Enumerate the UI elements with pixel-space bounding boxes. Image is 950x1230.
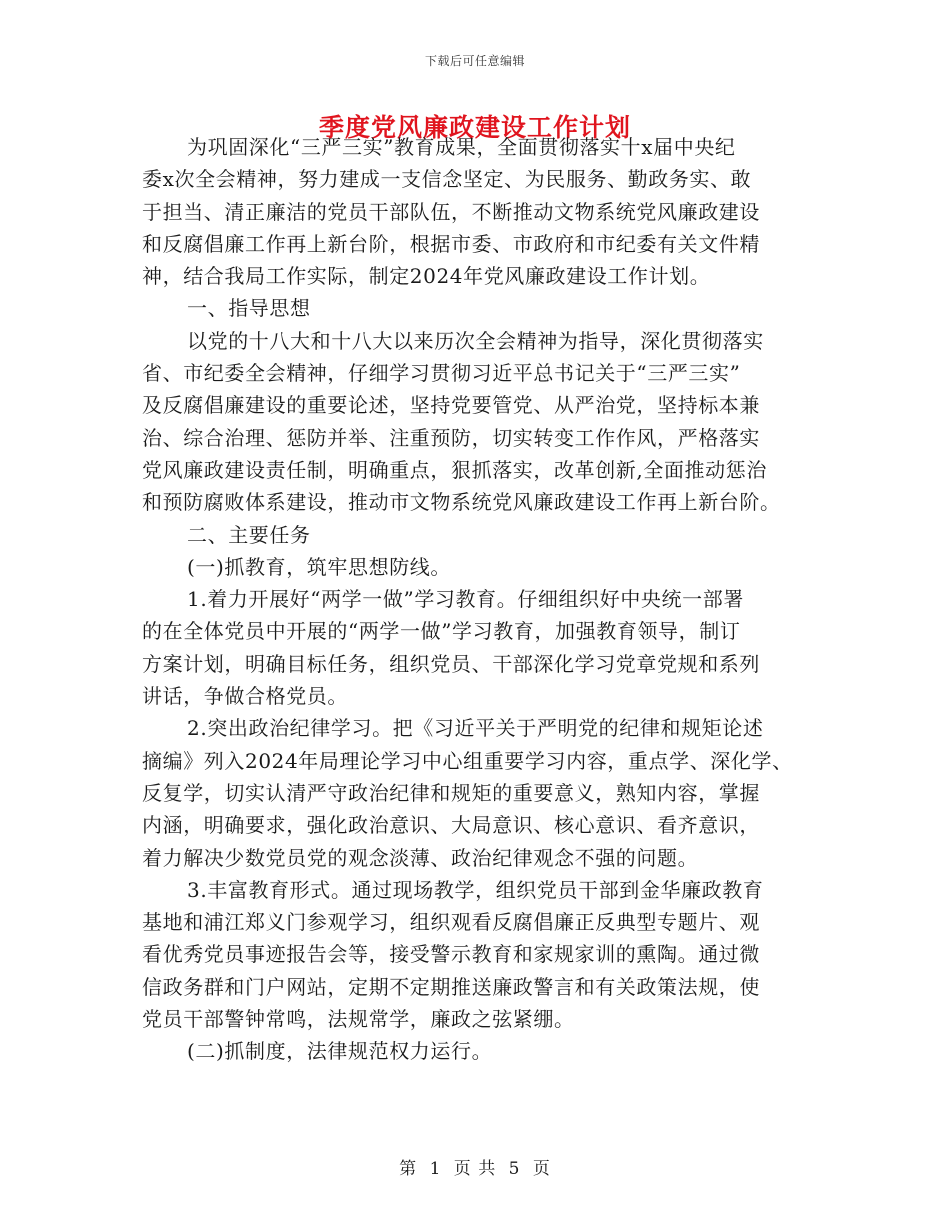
- footer-middle: 页 共: [453, 1159, 497, 1179]
- paragraph-line: 方案计划，明确目标任务，组织党员、干部深化学习党章党规和系列: [142, 651, 760, 676]
- paragraph-line: 信政务群和门户网站，定期不定期推送廉政警言和有关政策法规，使: [142, 974, 760, 999]
- paragraph-line: 2.突出政治纪律学习。把《习近平关于严明党的纪律和规矩论述: [187, 716, 764, 741]
- paragraph-line: 治、综合治理、惩防并举、注重预防，切实转变工作作风，严格落实: [142, 425, 760, 450]
- footer-prefix: 第: [399, 1159, 418, 1179]
- paragraph-line: 党员干部警钟常鸣，法规常学，廉政之弦紧绷。: [142, 1007, 575, 1032]
- paragraph-line: 讲话，争做合格党员。: [142, 684, 348, 709]
- paragraph-line: 反复学，切实认清严守政治纪律和规矩的重要意义，熟知内容，掌握: [142, 780, 760, 805]
- paragraph-line: 内涵，明确要求，强化政治意识、大局意识、核心意识、看齐意识，: [142, 813, 760, 838]
- paragraph-line: 及反腐倡廉建设的重要论述，坚持党要管党、从严治党，坚持标本兼: [142, 393, 760, 418]
- section-heading: 二、主要任务: [187, 522, 311, 547]
- header-note: 下载后可任意编辑: [424, 54, 525, 68]
- paragraph-line: 看优秀党员事迹报告会等，接受警示教育和家规家训的熏陶。通过微: [142, 942, 760, 967]
- footer-total-pages: 5: [508, 1159, 521, 1179]
- paragraph-line: 3.丰富教育形式。通过现场教学，组织党员干部到金华廉政教育: [187, 877, 764, 902]
- paragraph-line: 为巩固深化“三严三实”教育成果，全面贯彻落实十x届中央纪: [187, 135, 736, 159]
- subsection-heading: (一)抓教育，筑牢思想防线。: [187, 554, 452, 579]
- footer-page-number: 1: [429, 1159, 442, 1179]
- paragraph-line: 于担当、清正廉洁的党员干部队伍，不断推动文物系统党风廉政建设: [142, 199, 760, 224]
- document-title: 季度党风廉政建设工作计划: [318, 113, 631, 142]
- paragraph-line: 基地和浦江郑义门参观学习，组织观看反腐倡廉正反典型专题片、观: [142, 910, 760, 935]
- paragraph-line: 以党的十八大和十八大以来历次全会精神为指导，深化贯彻落实: [187, 328, 764, 353]
- footer-suffix: 页: [532, 1159, 551, 1179]
- paragraph-line: 摘编》列入2024年局理论学习中心组重要学习内容，重点学、深化学、: [142, 748, 793, 773]
- paragraph-line: 省、市纪委全会精神，仔细学习贯彻习近平总书记关于“三严三实”: [142, 361, 741, 386]
- page-footer: [0, 1154, 950, 1179]
- paragraph-line: 和预防腐败体系建设，推动市文物系统党风廉政建设工作再上新台阶。: [142, 490, 781, 515]
- paragraph-line: 委x次全会精神，努力建成一支信念坚定、为民服务、勤政务实、敢: [142, 167, 752, 192]
- paragraph-line: 和反腐倡廉工作再上新台阶，根据市委、市政府和市纪委有关文件精: [142, 231, 760, 256]
- document-body: [142, 131, 812, 1068]
- section-heading: 一、指导思想: [187, 296, 311, 321]
- subsection-heading: (二)抓制度，法律规范权力运行。: [187, 1039, 493, 1064]
- paragraph-line: 1.着力开展好“两学一做”学习教育。仔细组织好中央统一部署: [187, 587, 744, 612]
- paragraph-line: 着力解决少数党员党的观念淡薄、政治纪律观念不强的问题。: [142, 845, 699, 870]
- paragraph-line: 的在全体党员中开展的“两学一做”学习教育，加强教育领导，制订: [142, 619, 741, 644]
- paragraph-line: 神，结合我局工作实际，制定2024年党风廉政建设工作计划。: [142, 264, 711, 289]
- paragraph-line: 党风廉政建设责任制，明确重点，狠抓落实，改革创新,全面推动惩治: [142, 457, 767, 482]
